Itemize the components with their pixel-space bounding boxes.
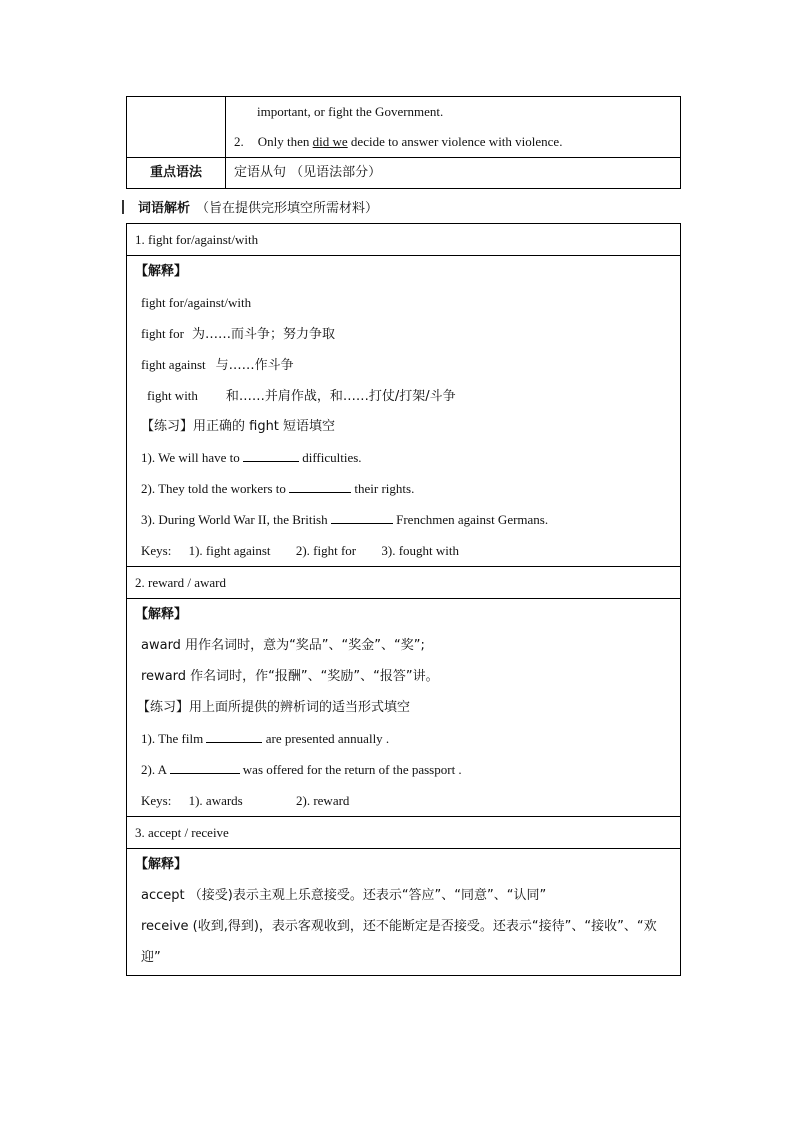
- def-fight-for: 为……而斗争；努力争取: [191, 327, 335, 342]
- item2-question-1: [135, 723, 672, 754]
- item1-line2: [135, 318, 672, 349]
- item1-keys-label: Keys:: [141, 543, 172, 558]
- item2-keys-label: Keys:: [141, 793, 172, 808]
- section-subtitle: （旨在提供完形填空所需材料）: [196, 201, 379, 216]
- item1-body-row: [127, 256, 681, 567]
- sentence-2-post: decide to answer violence with violence.: [347, 134, 563, 149]
- item3-heading: 3. accept / receive: [127, 817, 681, 849]
- item2-heading-row: [127, 567, 681, 599]
- top-table: [126, 96, 681, 189]
- item2-key2: 2). reward: [296, 793, 350, 808]
- top-table-row-sentences: [127, 97, 681, 158]
- term-fight-with: fight with: [147, 388, 198, 403]
- item2-q1-blank: [206, 730, 262, 743]
- item2-practice-label: 【练习】用上面所提供的辨析词的适当形式填空: [137, 700, 411, 715]
- item2-q2-blank: [170, 761, 240, 774]
- item3-body: [127, 849, 681, 976]
- q1-text-after: difficulties.: [302, 450, 362, 465]
- item2-explain-label: 【解释】: [135, 607, 188, 622]
- sentence-2-number: 2.: [234, 134, 244, 149]
- def-fight-with: 和……并肩作战，和……打仗/打架/斗争: [225, 389, 456, 404]
- item1-question-3: [135, 504, 672, 535]
- top-table-row-grammar: [127, 158, 681, 189]
- q3-text-after: Frenchmen against Germans.: [396, 512, 549, 527]
- grammar-text: 定语从句 （见语法部分）: [226, 158, 681, 189]
- item3-body-row: [127, 849, 681, 976]
- item1-line1: fight for/against/with: [141, 295, 252, 310]
- item1-practice-label: 【练习】用正确的 fight 短语填空: [141, 419, 336, 434]
- section-marker-bar: [122, 200, 124, 214]
- item2-q2-text-after: was offered for the return of the passport .: [242, 762, 462, 777]
- item2-line1: award 用作名词时，意为“奖品”、“奖金”、“奖”;: [141, 638, 425, 653]
- item1-question-1: [135, 442, 672, 473]
- sentence-line-1: important, or fight the Government.: [257, 104, 444, 119]
- def-fight-against: 与……作斗争: [215, 358, 294, 373]
- item3-explain-label: 【解释】: [135, 857, 188, 872]
- item2-keys: [135, 785, 672, 816]
- top-table-sentences-cell: [226, 97, 681, 158]
- section-heading: [122, 199, 378, 219]
- item2-q1-text-before: 1). The film: [141, 731, 204, 746]
- q2-text-after: their rights.: [354, 481, 415, 496]
- item2-key1: 1). awards: [188, 793, 243, 808]
- vocab-table: [126, 223, 681, 976]
- item2-heading: 2. reward / award: [127, 567, 681, 599]
- q1-blank: [243, 449, 299, 462]
- item2-q1-text-after: are presented annually .: [265, 731, 390, 746]
- item2-body: [127, 599, 681, 817]
- grammar-label: 重点语法: [127, 158, 226, 189]
- item1-question-2: [135, 473, 672, 504]
- item1-heading: 1. fight for/against/with: [127, 224, 681, 256]
- item2-question-2: [135, 754, 672, 785]
- q1-text-before: 1). We will have to: [141, 450, 240, 465]
- item2-q2-text-before: 2). A: [141, 762, 167, 777]
- top-table-empty-cell: [127, 97, 226, 158]
- sentence-line-2: [226, 127, 680, 157]
- item1-key2: 2). fight for: [295, 543, 357, 558]
- sentence-2-underlined: did we: [312, 134, 348, 149]
- q3-text-before: 3). During World War II, the British: [141, 512, 328, 527]
- item1-line3: [135, 349, 672, 380]
- term-fight-for: fight for: [141, 326, 184, 341]
- q2-text-before: 2). They told the workers to: [141, 481, 286, 496]
- item1-key3: 3). fought with: [381, 543, 459, 558]
- item1-line4: [135, 380, 672, 411]
- item1-heading-row: [127, 224, 681, 256]
- sentence-2-pre: Only then: [257, 134, 313, 149]
- item1-explain-label: 【解释】: [135, 264, 188, 279]
- item3-heading-row: [127, 817, 681, 849]
- item2-line2: reward 作名词时，作“报酬”、“奖励”、“报答”讲。: [141, 669, 439, 684]
- item1-body: [127, 256, 681, 567]
- item1-keys: [135, 535, 672, 566]
- section-title: 词语解析: [138, 201, 191, 216]
- item3-line2: receive (收到,得到)，表示客观收到，还不能断定是否接受。还表示“接待”、“接收”、“欢迎”: [141, 919, 657, 965]
- term-fight-against: fight against: [141, 357, 206, 372]
- item3-line1: accept （接受)表示主观上乐意接受。还表示“答应”、“同意”、“认同”: [141, 888, 547, 903]
- q3-blank: [331, 511, 393, 524]
- item1-key1: 1). fight against: [188, 543, 271, 558]
- item2-body-row: [127, 599, 681, 817]
- q2-blank: [289, 480, 351, 493]
